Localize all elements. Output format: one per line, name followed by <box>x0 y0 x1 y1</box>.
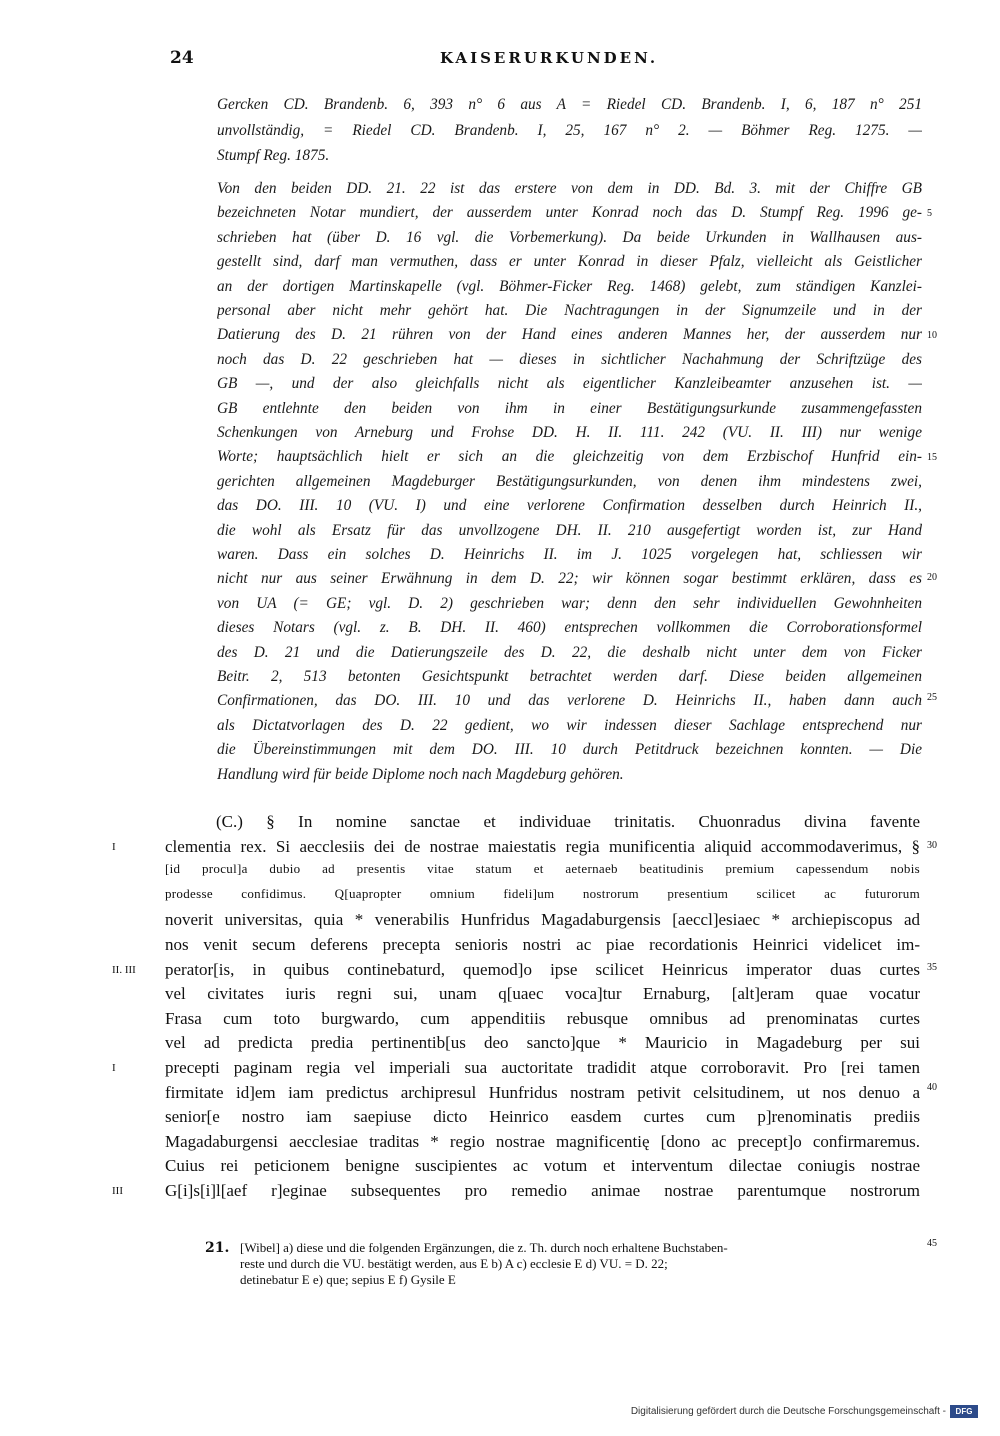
charter-line: Magadaburgensi aecclesiae traditas * regio nostrae magnificentię [dono ac precept]o confirmaremus. <box>165 1131 920 1151</box>
line-number: 5 <box>927 208 932 219</box>
commentary-line: an der dortigen Martinskapelle (vgl. Böhmer-Ficker Reg. 1468) gelebt, zum ständigen Kanzlei- <box>217 277 922 295</box>
commentary-line: GB —, und der also gleichfalls nicht als eigentlicher Kanzleibeamter anzusehen ist. — <box>217 375 922 393</box>
line-number: 10 <box>927 330 937 341</box>
source-line: unvollständig, = Riedel CD. Brandenb. I, 25, 167 n° 2. — Böhmer Reg. 1275. — <box>217 122 922 139</box>
commentary-line: das DO. III. 10 (VU. I) und eine verlorene Confirmation desselben durch Heinrich II., <box>217 497 922 515</box>
footnote-line: reste und durch die VU. bestätigt werden, aus E b) A c) ecclesie E d) VU. = D. 22; <box>240 1256 668 1271</box>
commentary-line: Confirmationen, das DO. III. 10 und das verlorene D. Heinrichs II., haben dann auch <box>217 692 922 710</box>
commentary-line: Beitr. 2, 513 betonten Gesichtspunkt betrachtet werden darf. Diese beiden allgemeinen <box>217 668 922 685</box>
commentary-line: waren. Dass ein solches D. Heinrichs II. im J. 1025 vorgelegen hat, schliessen wir <box>217 546 922 563</box>
commentary-line: gestellt sind, darf man vermuthen, dass er unter Konrad in dieser Pfalz, vielleicht als Geistlicher <box>217 253 922 271</box>
line-number: 45 <box>927 1238 937 1249</box>
commentary-line: noch das D. 22 geschrieben hat — dieses in sichtlicher Nachahmung der Schriftzüge des <box>217 350 922 368</box>
footer <box>631 1405 978 1418</box>
line-number: 35 <box>927 962 937 973</box>
line-number: 20 <box>927 572 937 583</box>
commentary-line: Worte; hauptsächlich hielt er sich an die gleichzeitig von dem Erzbischof Hunfrid ein- <box>217 448 922 466</box>
charter-line: noverit universitas, quia * venerabilis Hunfridus Magadaburgensis [aeccl]esiaec * archiepiscopus ad <box>165 910 920 930</box>
footnote-line: detinebatur E e) que; sepius E f) Gysile E <box>240 1272 456 1287</box>
line-number: 30 <box>927 840 937 851</box>
page-title: KAISERURKUNDEN. <box>440 49 659 67</box>
footer-credit: Digitalisierung gefördert durch die Deutsche Forschungsgemeinschaft - <box>630 1406 946 1417</box>
charter-line: precepti paginam regia vel imperiali sua auctoritate tradidit atque corroboravit. Pro [rei tamen <box>165 1058 920 1077</box>
commentary-line: schrieben hat (über D. 16 vgl. die Vorbemerkung). Da beide Urkunden in Wallhausen aus- <box>217 228 922 246</box>
source-line: Gercken CD. Brandenb. 6, 393 n° 6 aus A = Riedel CD. Brandenb. I, 6, 187 n° 251 <box>217 96 922 113</box>
charter-ref: III <box>112 1185 123 1197</box>
line-number: 25 <box>927 692 937 703</box>
charter-line: [id procul]a dubio ad presentis vitae statum et aeternaeb beatitudinis premium capessendum nobis <box>165 861 920 877</box>
commentary-line: Schenkungen von Arneburg und Frohse DD. H. II. 111. 242 (VU. II. III) nur wenige <box>217 424 922 441</box>
footnote-line: [Wibel] a) diese und die folgenden Ergänzungen, die z. Th. durch noch erhaltene Buchstaben- <box>240 1240 728 1255</box>
dfg-logo-icon: DFG <box>950 1405 978 1418</box>
commentary-line: die Übereinstimmungen mit dem DO. III. 10 durch Petitdruck bezeichnen konnten. — Die <box>217 741 922 759</box>
commentary-line: dieses Notars (vgl. z. B. DH. II. 460) entsprechen vollkommen die Corroborationsformel <box>217 619 922 637</box>
commentary-line: die wohl als Ersatz für das unvollzogene DH. II. 210 ausgefertigt worden ist, zur Hand <box>217 521 922 539</box>
charter-ref: I <box>112 1062 116 1074</box>
commentary-line: Von den beiden DD. 21. 22 ist das erstere von dem in DD. Bd. 3. mit der Chiffre GB <box>217 180 922 197</box>
charter-line: perator[is, in quibus continebaturd, quemod]o ipse scilicet Heinricus imperator duas curtes <box>165 959 920 979</box>
commentary-line: bezeichneten Notar mundiert, der ausserdem unter Konrad noch das D. Stumpf Reg. 1996 ge- <box>217 204 922 222</box>
commentary-line: Datierung des D. 21 rühren von der Hand eines anderen Mannes her, der ausserdem nur <box>217 326 922 344</box>
charter-ref: II. III <box>112 963 136 976</box>
commentary-line: des D. 21 und die Datierungszeile des D. 22, die deshalb nicht unter dem von Ficker <box>217 643 922 661</box>
line-number: 40 <box>927 1082 937 1093</box>
charter-line: clementia rex. Si aecclesiis dei de nostrae maiestatis regia munificentia aliquid accommodaverimus, § <box>165 836 920 856</box>
commentary-line: GB entlehnte den beiden von ihm in einer Bestätigungsurkunde zusammengefassten <box>217 399 922 417</box>
charter-line: G[i]s[i]l[aef r]eginae subsequentes pro remedio animae nostrae parentumque nostrorum <box>165 1181 920 1200</box>
charter-line: firmitate id]em iam predictus archipresul Hunfridus nostram petivit celsitudinem, ut nos denuo a <box>165 1082 920 1102</box>
commentary-line: von UA (= GE; vgl. D. 2) geschrieben war; denn den sehr individuellen Gewohnheiten <box>217 594 922 612</box>
footnote-number: 21. <box>205 1240 230 1256</box>
charter-line: vel ad predicta predia pertinentib[us deo sancto]que * Mauricio in Magadeburg per sui <box>165 1033 920 1053</box>
charter-line: senior[e nostro iam saepiuse dicto Heinrico easdem curtes cum p]renominatis prediis <box>165 1107 920 1127</box>
commentary-line: Handlung wird für beide Diplome noch nach Magdeburg gehören. <box>217 765 624 783</box>
charter-line: Cuius rei peticionem benigne suscipientes ac votum et interventum dilectae coniugis nostrae <box>165 1156 920 1176</box>
charter-line: prodesse confidimus. Q[uapropter omnium fideli]um nostrorum presentium scilicet ac futurorum <box>165 885 920 901</box>
charter-line: (C.) § In nomine sanctae et individuae trinitatis. Chuonradus divina favente <box>216 812 920 831</box>
commentary-line: als Dictatvorlagen des D. 22 gedient, wo wir indessen dieser Sachlage entsprechend nur <box>217 716 922 734</box>
charter-ref: I <box>112 840 116 853</box>
charter-line: vel civitates iuris regni sui, unam q[uaec voca]tur Ernaburg, [alt]eram quae vocatur <box>165 984 920 1004</box>
charter-line: nos venit secum deferens precepta senioris nostri ac piae recordationis Heinrici videlicet im- <box>165 935 920 954</box>
commentary-line: nicht nur aus seiner Erwähnung in dem D. 22; wir können sogar bestimmt erklären, dass es <box>217 570 922 588</box>
commentary-line: personal aber nicht mehr gehört hat. Die Nachtragungen in der Signumzeile und in der <box>217 302 922 319</box>
charter-line: Frasa cum toto burgwardo, cum appenditiis rebusque omnibus ad prenominatas curtes <box>165 1008 920 1028</box>
commentary-line: gerichten allgemeinen Magdeburger Bestätigungsurkunden, von denen ihm mindestens zwei, <box>217 472 922 490</box>
line-number: 15 <box>927 452 937 463</box>
source-line: Stumpf Reg. 1875. <box>217 147 330 164</box>
page-number: 24 <box>170 48 194 68</box>
